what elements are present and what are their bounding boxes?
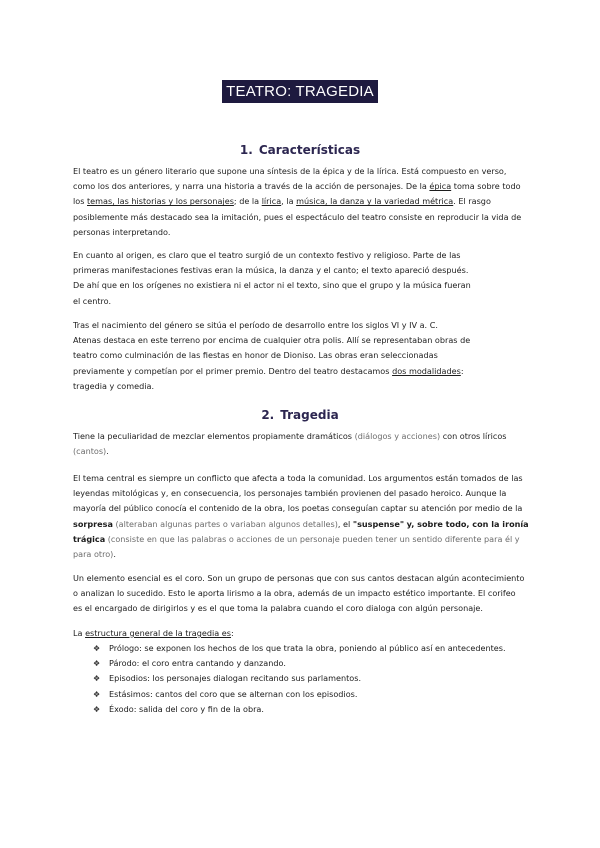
list-item: [93, 656, 523, 671]
paragraph-development: [73, 318, 525, 394]
paragraph-peculiarity: [73, 429, 525, 459]
text-line: personas interpretando.: [73, 226, 171, 237]
text-line: Atenas destaca en este terreno por encima de cualquier otra polis. Allí se representaban obras de: [73, 335, 471, 346]
list-item: [93, 671, 523, 686]
text-span: , el: [337, 518, 351, 529]
diamond-bullet-icon: ❖: [93, 644, 101, 653]
list-item-text: Párodo: el coro entra cantando y danzando.: [109, 658, 286, 669]
bold-text: y, sobre todo, con la ironía: [406, 518, 529, 529]
text-span: .: [113, 549, 116, 560]
text-line: [73, 179, 525, 194]
paragraph-theme: [73, 471, 529, 562]
text-line: tragedia y comedia.: [73, 380, 155, 391]
text-line: [73, 547, 525, 562]
paragraph-origin: [73, 248, 525, 309]
text-span: :: [231, 628, 234, 638]
text-line: [73, 517, 529, 532]
text-line: De ahí que en los orígenes no existiera ni el actor ni el texto, sino que el grupo y la música fueran: [73, 280, 471, 291]
text-line: [73, 532, 525, 547]
text-line: leyendas mitológicas y, en consecuencia, los personajes también provienen del pasado heroico. Aunque la: [73, 488, 507, 499]
list-item: [93, 687, 523, 702]
text-line: El teatro es un género literario que supone una síntesis de la épica y de la lírica. Está compuesto en verso,: [73, 166, 507, 176]
text-line: primeras manifestaciones festivas eran la música, la danza y el canto; el texto apareció después.: [73, 265, 469, 276]
text-line: Tras el nacimiento del género se sitúa el período de desarrollo entre los siglos VI y IV a. C.: [73, 320, 438, 330]
text-line: [73, 444, 525, 459]
text-span: . El rasgo: [453, 196, 491, 207]
list-item-text: Estásimos: cantos del coro que se alternan con los episodios.: [109, 688, 358, 699]
text-span: :: [460, 365, 464, 376]
diamond-bullet-icon: ❖: [93, 659, 101, 669]
section-number: 1.: [239, 143, 253, 157]
text-line: teatro como culminación de las fiestas en honor de Dioniso. Las obras eran seleccionadas: [73, 350, 438, 361]
text-line: es el encargado de dirigirlos y es el que toma la palabra cuando el coro dialoga con algún personaje.: [73, 603, 483, 614]
text-span: previamente y competían por el primer premio. Dentro del teatro destacamos: [73, 365, 390, 376]
text-line: El tema central es siempre un conflicto que afecta a toda la comunidad. Los argumentos están tomados de las: [73, 473, 523, 483]
paragraph-chorus: [73, 571, 525, 617]
title-container: [0, 80, 600, 103]
underlined-text: temas, las historias y los personajes: [87, 196, 234, 207]
section-number: 2.: [261, 408, 275, 422]
text-line: [73, 429, 525, 444]
bold-text: sorpresa: [73, 518, 113, 529]
text-span: La: [73, 628, 83, 638]
underlined-text: lírica: [261, 196, 282, 207]
section-heading-tragedia: [0, 408, 600, 422]
list-item-text: Prólogo: se exponen los hechos de los que trata la obra, poniendo al público así en antecedentes.: [109, 643, 506, 653]
diamond-bullet-icon: ❖: [93, 674, 101, 684]
text-line: [73, 626, 525, 641]
list-item: [93, 702, 523, 717]
text-line: [73, 194, 525, 209]
section-heading-caracteristicas: [0, 143, 600, 157]
text-line: mayoría del público conocía el contenido de la obra, los poetas conseguían captar su atención por medio de la: [73, 503, 523, 514]
underlined-text: estructura general de la tragedia es: [85, 628, 232, 638]
aside-text: (diálogos y acciones): [354, 431, 441, 441]
paragraph-definition: [73, 164, 525, 240]
bold-text: trágica: [73, 533, 106, 544]
structure-list: [93, 641, 523, 717]
diamond-bullet-icon: ❖: [93, 689, 101, 699]
text-line: Un elemento esencial es el coro. Son un grupo de personas que con sus cantos destacan algún acontecimiento: [73, 573, 525, 583]
text-line: el centro.: [73, 295, 112, 306]
bold-text: "suspense": [352, 518, 405, 529]
aside-text: (cantos): [73, 446, 107, 457]
section-title: Tragedia: [280, 408, 339, 422]
underlined-text: épica: [429, 181, 452, 192]
text-line: o analizan lo sucedido. Esto le aporta lirismo a la obra, además de un impacto estético importante. El corifeo: [73, 588, 516, 599]
paragraph-structure-intro: [73, 626, 525, 641]
aside-text: (alteraban algunas partes o variaban algunos detalles): [115, 518, 338, 529]
text-span: , la: [281, 196, 294, 207]
text-span: Tiene la peculiaridad de mezclar elementos propiamente dramáticos: [73, 431, 353, 441]
list-item-text: Episodios: los personajes dialogan recitando sus parlamentos.: [109, 673, 362, 684]
list-item: [93, 641, 523, 656]
text-span: toma sobre todo: [453, 181, 521, 192]
text-span: como los dos anteriores, y narra una historia a través de la acción de personajes. De la: [73, 181, 427, 192]
aside-text: para otro): [73, 549, 114, 560]
text-span: con otros líricos: [442, 431, 507, 441]
text-span: ; de la: [233, 196, 260, 207]
underlined-text: dos modalidades: [392, 365, 461, 376]
text-line: posiblemente más destacado sea la imitación, pues el espectáculo del teatro consiste en reproducir la vida de: [73, 211, 522, 222]
text-line: En cuanto al origen, es claro que el teatro surgió de un contexto festivo y religioso. Parte de las: [73, 250, 461, 260]
text-span: los: [73, 196, 85, 207]
aside-text: (consiste en que las palabras o acciones de un personaje pueden tener un sentido diferente para él y: [107, 533, 520, 544]
page-title: TEATRO: TRAGEDIA: [222, 80, 378, 103]
diamond-bullet-icon: ❖: [93, 704, 101, 714]
text-line: [73, 364, 525, 379]
text-span: .: [106, 446, 109, 457]
underlined-text: música, la danza y la variedad métrica: [296, 196, 454, 207]
section-title: Características: [258, 143, 361, 157]
list-item-text: Éxodo: salida del coro y fin de la obra.: [109, 703, 264, 714]
